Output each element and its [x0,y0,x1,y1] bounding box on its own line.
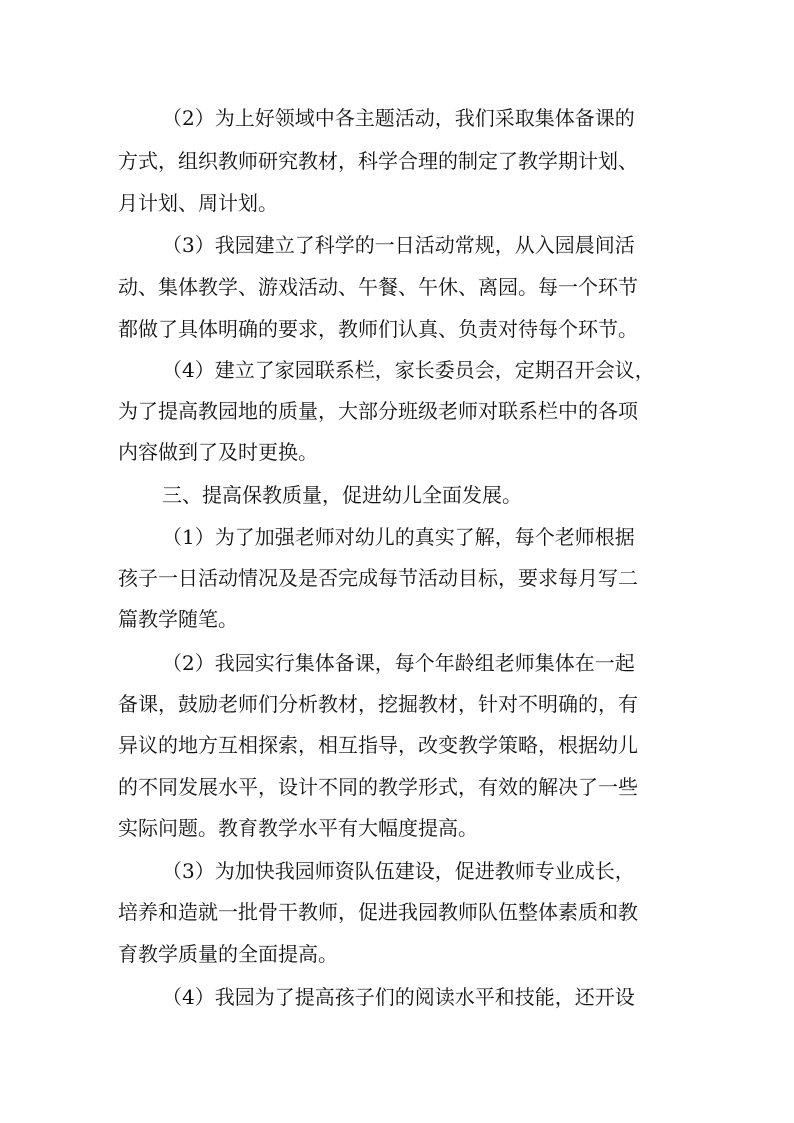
text-line: 培养和造就一批骨干教师，促进我园教师队伍整体素质和教 [118,900,638,924]
text-line: 备课，鼓励老师们分析教材，挖掘教材，针对不明确的，有 [118,692,638,716]
text-line: 方式，组织教师研究教材，科学合理的制定了教学期计划、 [118,149,638,173]
text-line: （4）建立了家园联系栏，家长委员会，定期召开会议， [162,358,655,382]
text-line: 月计划、周计划。 [118,191,278,215]
text-line: 都做了具体明确的要求，教师们认真、负责对待每个环节。 [118,317,638,341]
text-line: 育教学质量的全面提高。 [118,942,338,966]
text-line: 的不同发展水平，设计不同的教学形式，有效的解决了一些 [118,775,638,799]
text-line: 实际问题。教育教学水平有大幅度提高。 [118,816,478,840]
text-line: 篇教学随笔。 [118,607,238,631]
text-line: （3）我园建立了科学的一日活动常规，从入园晨间活 [162,233,635,257]
text-line: （1）为了加强老师对幼儿的真实了解，每个老师根据 [162,525,635,549]
text-line: 动、集体教学、游戏活动、午餐、午休、离园。每一个环节 [118,275,638,299]
text-line: （2）我园实行集体备课，每个年龄组老师集体在一起 [162,651,635,675]
text-line: 为了提高教园地的质量，大部分班级老师对联系栏中的各项 [118,399,638,423]
text-line: 孩子一日活动情况及是否完成每节活动目标，要求每月写二 [118,566,638,590]
text-line: 内容做到了及时更换。 [118,440,318,464]
text-line: 异议的地方互相探索，相互指导，改变教学策略，根据幼儿 [118,733,638,757]
text-line: （4）我园为了提高孩子们的阅读水平和技能，还开设 [162,985,635,1009]
section-heading: 三、提高保教质量，促进幼儿全面发展。 [162,483,522,507]
text-line: （2）为上好领域中各主题活动，我们采取集体备课的 [162,106,635,130]
text-line: （3）为加快我园师资队伍建设，促进教师专业成长， [162,859,635,883]
